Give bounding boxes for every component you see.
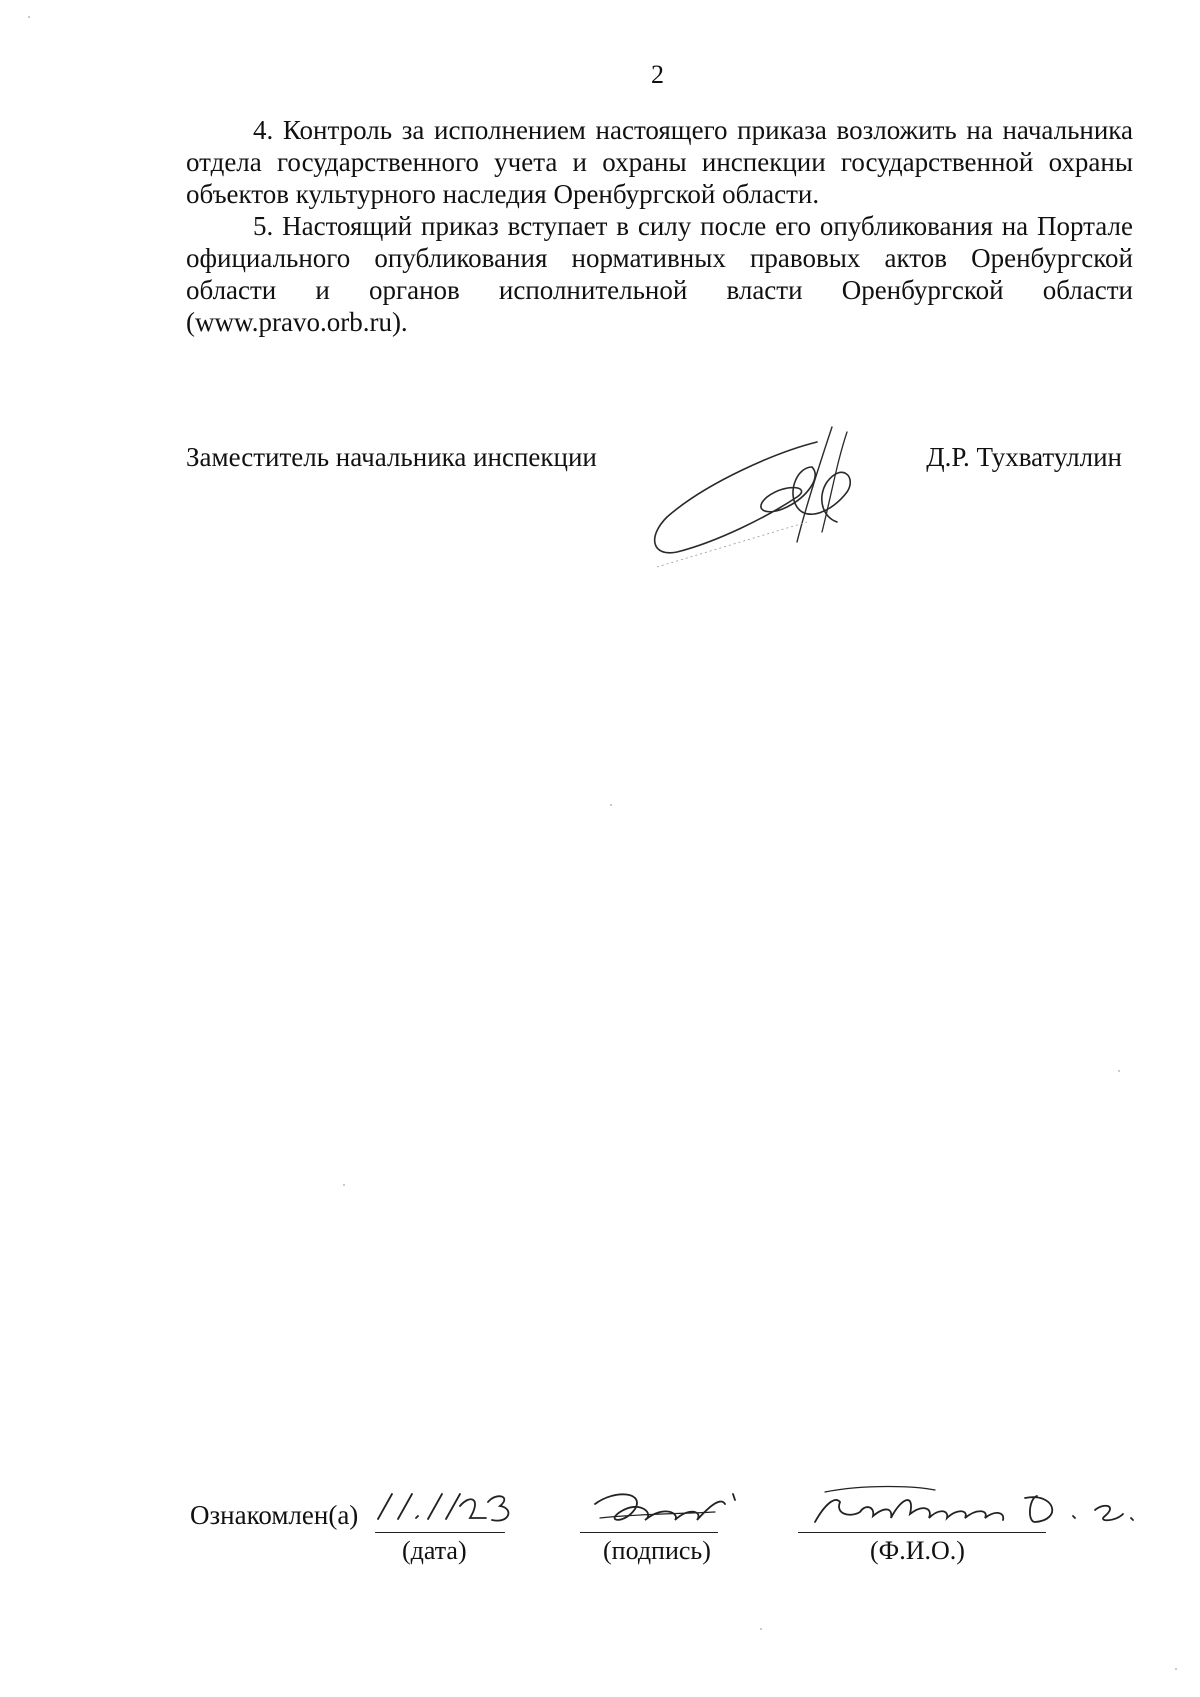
document-body xyxy=(186,114,1133,338)
handwritten-name-icon xyxy=(805,1484,1135,1534)
name-caption: (Ф.И.О.) xyxy=(870,1536,965,1565)
page-number: 2 xyxy=(651,60,664,89)
signature-caption: (подпись) xyxy=(603,1536,711,1565)
date-caption: (дата) xyxy=(402,1536,467,1565)
date-underline xyxy=(375,1532,505,1533)
paragraph-item-4: 4. Контроль за исполнением настоящего приказа возложить на начальника отдела государственного учета и охраны инспекции государственной охраны объектов культурного наследия Оренбургской области. xyxy=(186,115,1133,209)
scan-speck xyxy=(1175,1668,1177,1670)
scan-speck xyxy=(760,1628,762,1630)
signature-underline xyxy=(580,1532,718,1533)
acknowledgement-label: Ознакомлен(а) xyxy=(190,1500,359,1530)
signer-name: Д.Р. Тухватуллин xyxy=(926,442,1122,472)
scan-speck xyxy=(610,804,612,806)
handwritten-signature-icon xyxy=(647,422,867,572)
scan-speck xyxy=(343,1184,345,1186)
handwritten-date-icon xyxy=(370,1484,520,1534)
handwritten-initials-icon xyxy=(585,1484,745,1534)
paragraph-item-5: 5. Настоящий приказ вступает в силу после его опубликования на Портале официального опубликования нормативных правовых актов Оренбургской области и органов исполнительной власти Оренбургской области (www.pravo.orb.ru). xyxy=(186,211,1133,337)
acknowledgement-row xyxy=(190,1490,1150,1590)
scan-speck xyxy=(1118,1070,1120,1072)
scan-speck xyxy=(28,16,30,18)
name-underline xyxy=(798,1532,1046,1533)
signer-position: Заместитель начальника инспекции xyxy=(186,442,597,472)
